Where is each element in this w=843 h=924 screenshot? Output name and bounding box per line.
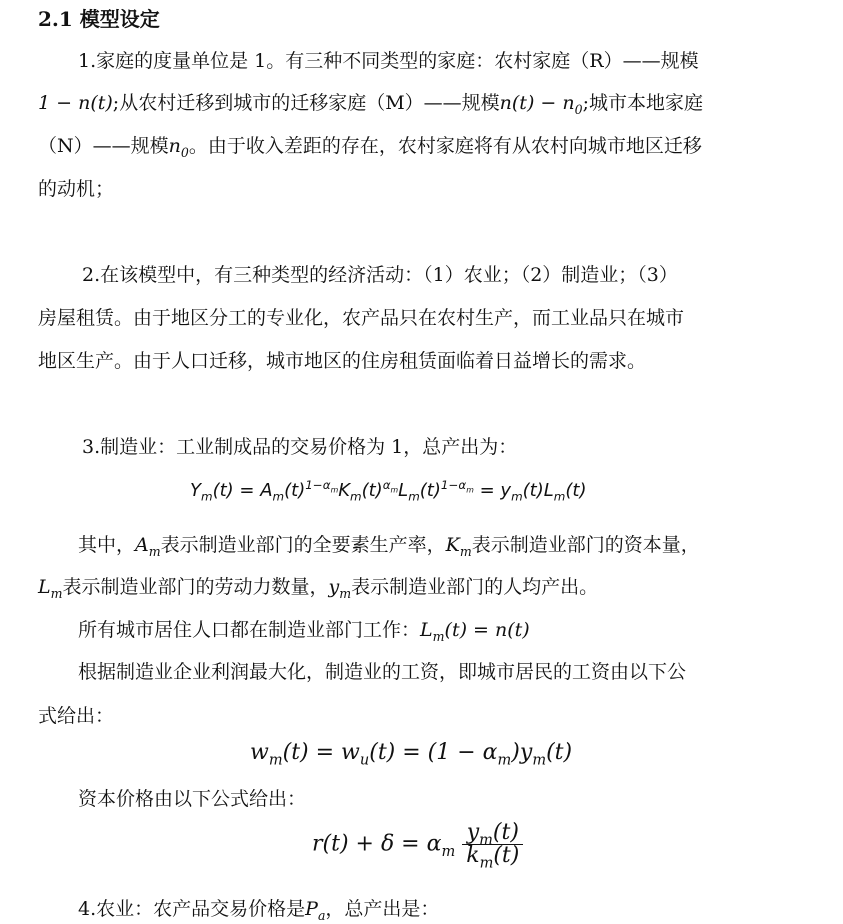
urban-text: 所有城市居住人口都在制造业部门工作： (78, 619, 421, 641)
eq1-rhs: = y (473, 480, 512, 501)
p1-line3-text-b: 。由于收入差距的存在，农村家庭将有从农村向城市地区迁移 (188, 135, 702, 157)
eq3-den-base: k (466, 843, 480, 868)
p3-desc-line1 (78, 534, 700, 559)
math-n0-sub: 0 (574, 101, 583, 117)
eq3-num-arg: (t) (492, 820, 519, 845)
math-one-minus-n: 1 − n(t) (38, 92, 113, 114)
p1-line2 (38, 92, 703, 117)
p1-line3-text-a: （N）——规模 (38, 135, 169, 157)
math-ym (328, 576, 352, 601)
eq1-k-sub: m (350, 489, 362, 504)
math-lm-sub: m (50, 585, 63, 601)
p1-line2-text-a: ;从农村迁移到城市的迁移家庭（M）——规模 (112, 92, 500, 114)
section-heading (38, 9, 160, 29)
eq2-y-arg: (t) (546, 740, 573, 765)
eq1-a-sup-base: 1−α (305, 478, 331, 492)
section-number: 2.1 (38, 7, 73, 31)
p1-line1: 1.家庭的度量单位是 1。有三种不同类型的家庭：农村家庭（R）——规模 (78, 50, 699, 72)
eq1-a-arg: (t) (284, 480, 306, 501)
eq3-num-sub: m (479, 832, 493, 849)
eq1-lhs-sub: m (201, 489, 213, 504)
eq1-lhs: Y (190, 480, 201, 501)
p2-line2: 房屋租赁。由于地区分工的专业化，农产品只在农村生产，而工业品只在城市 (38, 307, 685, 329)
math-n-minus-n0 (499, 92, 583, 117)
p1-line4: 的动机； (38, 178, 115, 200)
math-n0 (168, 135, 189, 160)
eq2-w-rest: (t) = (1 − α (369, 740, 498, 765)
eq2-w-sub: m (268, 752, 283, 769)
math-am-sub: m (148, 543, 161, 559)
eq1-l-arg: (t) (419, 480, 441, 501)
eq2-w: w (250, 740, 269, 765)
p3-wage-line1: 根据制造业企业利润最大化，制造业的工资，即城市居民的工资由以下公 (78, 661, 687, 683)
urban-math-rest: (t) = n(t) (444, 619, 530, 641)
p3-line1: 3.制造业：工业制成品的交易价格为 1，总产出为： (82, 436, 518, 458)
eq1-k-sup-sub: m (390, 485, 399, 495)
p3-wage-line2: 式给出： (38, 705, 115, 727)
eq2-w-mid: (t) = w (282, 740, 360, 765)
eq1-rhs-sub: m (511, 489, 523, 504)
desc2-text-b: 表示制造业部门的人均产出。 (351, 576, 599, 598)
equation-wage (250, 740, 573, 769)
math-lm-equals-n (420, 619, 530, 644)
eq3-fraction (462, 820, 523, 872)
math-km-sub: m (459, 543, 472, 559)
eq3-denominator (462, 843, 523, 872)
eq2-wu-sub: u (359, 752, 370, 769)
p1-line2-text-b: ;城市本地家庭 (582, 92, 703, 114)
eq1-k-arg: (t) (361, 480, 383, 501)
eq2-y-sub: m (532, 752, 547, 769)
p4-text-b: ，总产出是： (325, 898, 440, 920)
math-n0-sub2: 0 (180, 144, 189, 160)
p3-desc-line2 (38, 576, 599, 601)
p4-line1 (78, 898, 440, 923)
eq1-a-sub: m (272, 489, 285, 504)
eq1-k: K (338, 480, 351, 501)
eq3-lhs: r(t) + δ = α (312, 831, 442, 857)
p3-capital-line: 资本价格由以下公式给出： (78, 788, 307, 810)
section-title: 模型设定 (79, 7, 160, 31)
math-am (135, 534, 161, 559)
eq3-a-sub: m (441, 843, 456, 860)
math-ym-sub: m (339, 585, 352, 601)
eq1-l-sub: m (408, 489, 420, 504)
math-pa (305, 898, 326, 923)
eq1-l-sup-sub: m (466, 485, 474, 495)
desc2-text-a: 表示制造业部门的劳动力数量， (62, 576, 329, 598)
p2-line3: 地区生产。由于人口迁移，城市地区的住房租赁面临着日益增长的需求。 (38, 350, 647, 372)
eq1-l-sup-base: 1−α (440, 478, 467, 492)
math-km (445, 534, 472, 559)
eq1-rhs2-arg: (t) (565, 480, 587, 501)
equation-output (190, 478, 587, 504)
math-am-base: A (135, 534, 149, 556)
p3-urban-line (78, 619, 530, 644)
desc1-text-a: 其中， (78, 534, 136, 556)
math-n-minus-n0-base: n(t) − n (499, 92, 575, 114)
p2-line1: 2.在该模型中，有三种类型的经济活动：（1）农业；（2）制造业；（3） (82, 264, 678, 286)
urban-math-base: L (420, 619, 433, 641)
math-lm (38, 576, 63, 601)
eq1-a-sup (305, 478, 339, 495)
p1-line3 (38, 135, 702, 160)
math-lm-base: L (38, 576, 51, 598)
eq1-a-sup-sub: m (330, 485, 339, 495)
eq1-rhs2-sub: m (553, 489, 566, 504)
eq1-lhs-arg: (t) = A (212, 480, 273, 501)
eq3-den-arg: (t) (493, 843, 520, 868)
urban-math-sub: m (432, 628, 445, 644)
eq2-w-end: )y (511, 740, 533, 765)
math-km-base: K (445, 534, 460, 556)
desc1-text-b: 表示制造业部门的全要素生产率， (160, 534, 446, 556)
eq3-den-sub: m (479, 855, 494, 872)
p4-text-a: 4.农业：农产品交易价格是 (78, 898, 306, 920)
eq1-l: L (398, 480, 409, 501)
math-ym-base: y (328, 576, 340, 598)
equation-capital-price (312, 820, 523, 872)
eq1-l-sup (440, 478, 474, 495)
eq1-k-sup-base: α (382, 478, 391, 492)
math-pa-base: P (305, 898, 318, 920)
math-pa-sub: a (317, 907, 326, 923)
desc1-text-c: 表示制造业部门的资本量， (471, 534, 700, 556)
math-n0-base: n (168, 135, 181, 157)
eq3-numerator (462, 820, 523, 849)
eq1-rhs-arg: (t)L (522, 480, 554, 501)
eq2-a-sub: m (497, 752, 512, 769)
eq1-k-sup (382, 478, 399, 495)
eq3-num-base: y (466, 820, 480, 845)
